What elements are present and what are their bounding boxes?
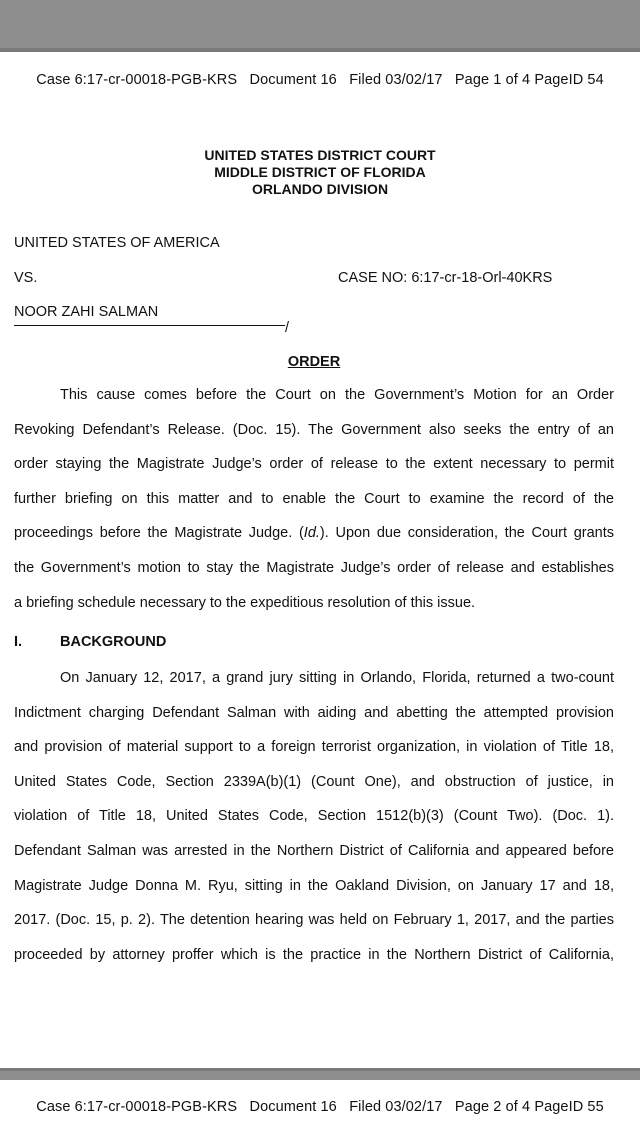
caption-underline (14, 325, 285, 326)
line-segment: ). Upon due consideration, the Court grants (319, 525, 614, 542)
paragraph-line: and provision of material support to a foreign terrorist organization, in violation of Title 18, (14, 739, 614, 756)
section-number: I. (14, 634, 23, 650)
page-separator-bar (0, 1068, 640, 1080)
page-1-case-header: Case 6:17-cr-00018-PGB-KRS Document 16 Filed 03/02/17 Page 1 of 4 PageID 54 (36, 72, 604, 88)
court-division: ORLANDO DIVISION (251, 181, 389, 197)
paragraph-line: order staying the Magistrate Judge’s order of release to the extent necessary to permit (14, 456, 614, 473)
id-citation: Id. (303, 525, 320, 542)
paragraph-line: a briefing schedule necessary to the expeditious resolution of this issue. (14, 594, 476, 611)
paragraph-line: further briefing on this matter and to enable the Court to examine the record of the (14, 490, 614, 507)
paragraph-line: United States Code, Section 2339A(b)(1) (Count One), and obstruction of justice, in (14, 773, 614, 790)
court-district: MIDDLE DISTRICT OF FLORIDA (214, 164, 426, 180)
caption-plaintiff: UNITED STATES OF AMERICA (14, 235, 220, 251)
court-heading (0, 147, 640, 198)
court-name: UNITED STATES DISTRICT COURT (204, 147, 436, 163)
viewer-top-bar (0, 0, 640, 52)
paragraph-line: the Government’s motion to stay the Magistrate Judge’s order of release and establishes (14, 559, 614, 576)
line-segment: proceedings before the Magistrate Judge. ( (14, 525, 304, 542)
background-paragraph (14, 661, 614, 972)
caption-defendant: NOOR ZAHI SALMAN (14, 304, 159, 320)
section-title: BACKGROUND (60, 634, 167, 650)
paragraph-line: On January 12, 2017, a grand jury sitting in Orlando, Florida, returned a two-count (60, 670, 614, 686)
paragraph-line: Indictment charging Defendant Salman with aiding and abetting the attempted provision (14, 704, 614, 721)
paragraph-line: Defendant Salman was arrested in the Northern District of California and appeared before (14, 842, 614, 859)
paragraph-line: proceeded by attorney proffer which is the practice in the Northern District of California, (14, 946, 614, 963)
caption-slash: / (285, 320, 290, 336)
page-2-case-header: Case 6:17-cr-00018-PGB-KRS Document 16 Filed 03/02/17 Page 2 of 4 PageID 55 (36, 1099, 604, 1115)
paragraph-line: Revoking Defendant’s Release. (Doc. 15). The Government also seeks the entry of an (14, 421, 614, 438)
paragraph-line (14, 516, 614, 551)
caption-versus: VS. (14, 270, 38, 286)
order-title: ORDER (287, 354, 341, 370)
page-separator-shade (0, 1068, 640, 1071)
paragraph-line: 2017. (Doc. 15, p. 2). The detention hearing was held on February 1, 2017, and the parties (14, 912, 614, 929)
caption-case-number: CASE NO: 6:17-cr-18-Orl-40KRS (338, 270, 553, 286)
paragraph-line: violation of Title 18, United States Code, Section 1512(b)(3) (Count Two). (Doc. 1). (14, 808, 614, 825)
section-heading-background (14, 634, 166, 650)
paragraph-line: Magistrate Judge Donna M. Ryu, sitting in the Oakland Division, on January 17 and 18, (14, 877, 614, 894)
paragraph-line: This cause comes before the Court on the Government’s Motion for an Order (60, 387, 614, 403)
viewer-top-bar-shade (0, 48, 640, 52)
order-paragraph-1 (14, 378, 614, 620)
